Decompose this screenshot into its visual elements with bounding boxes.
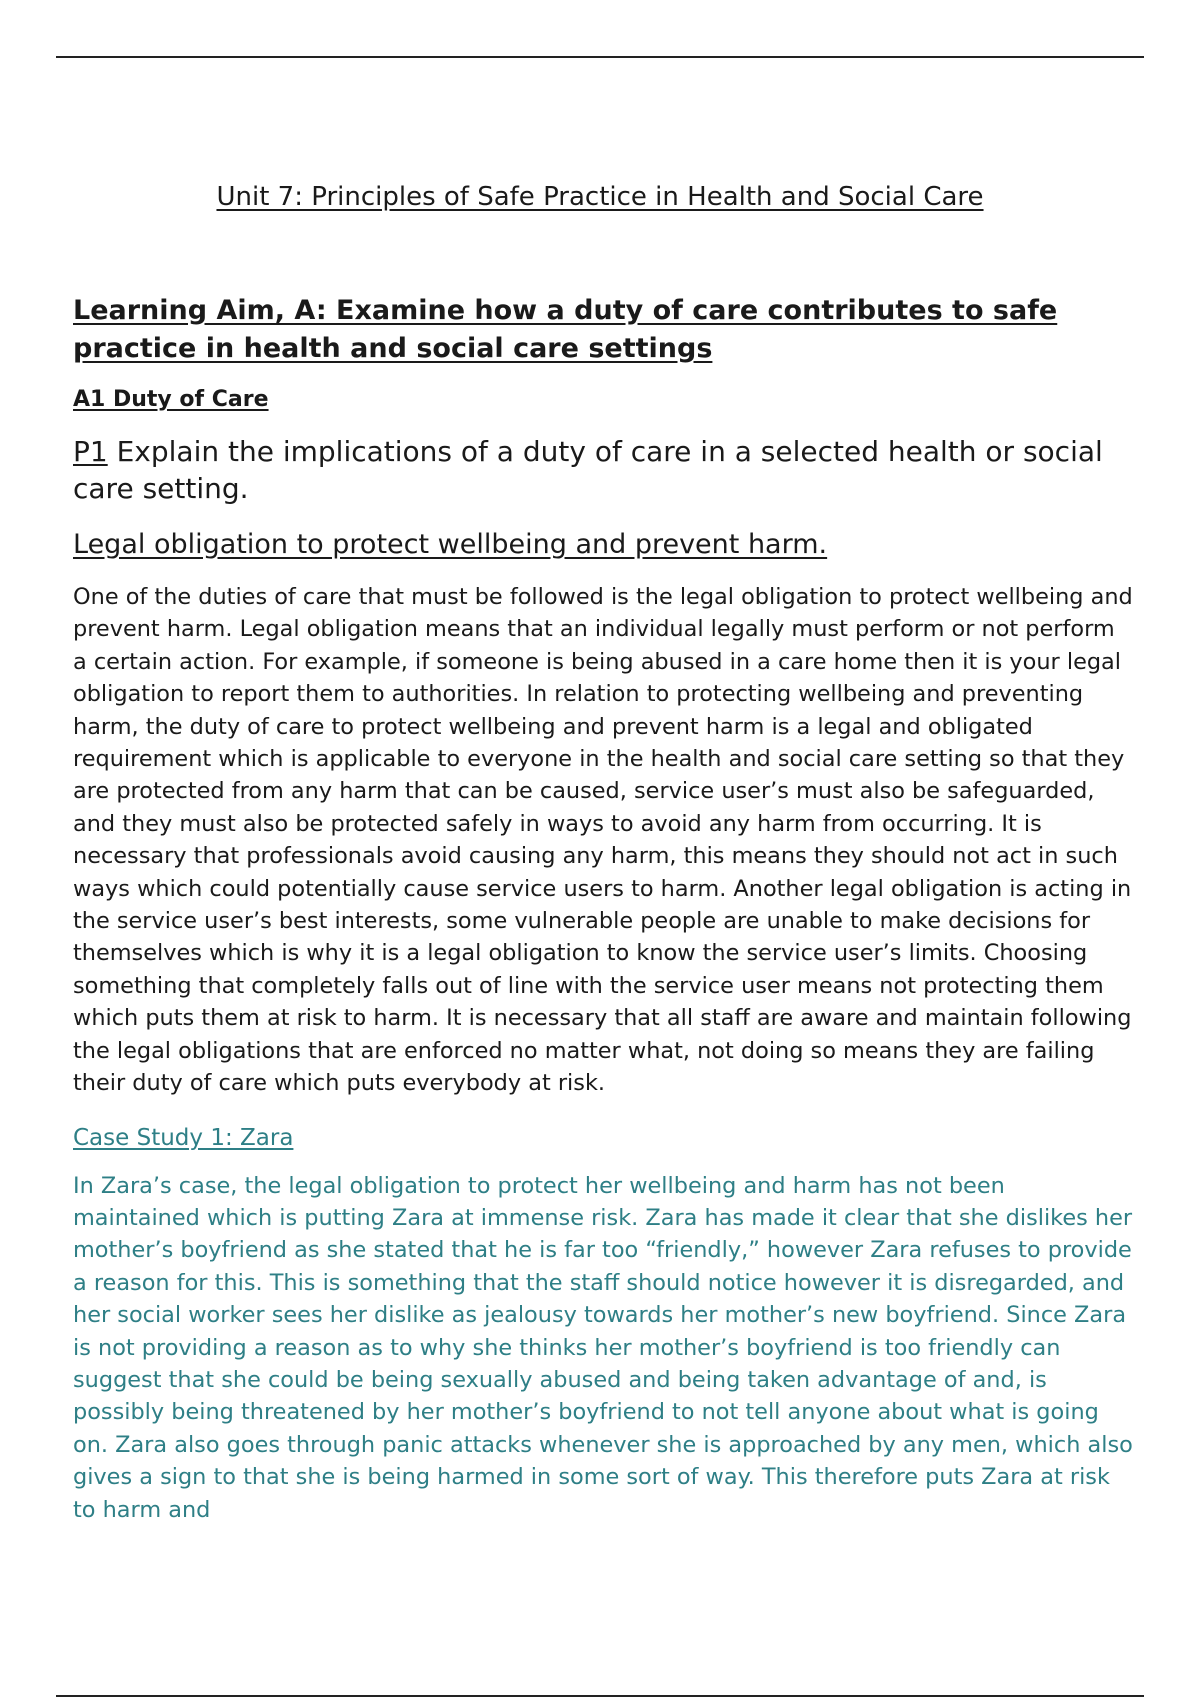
task-statement xyxy=(73,433,1123,507)
case-study-heading: Case Study 1: Zara xyxy=(73,1124,294,1151)
learning-aim-heading: Learning Aim, A: Examine how a duty of care contributes to safe practice in health and social care settings xyxy=(73,295,1058,364)
case-study-paragraph: In Zara’s case, the legal obligation to protect her wellbeing and harm has not been maintained which is putting Zara at immense risk. Zara has made it clear that she dislikes her mother’s boyfriend as she stated that he is far too “friendly,” however Zara refuses to provide a reason for this. This is something that the staff should notice however it is disregarded, and her social worker sees her dislike as jealousy towards her mother’s new boyfriend. Since Zara is not providing a reason as to why she thinks her mother’s boyfriend is too friendly can suggest that she could be being sexually abused and being taken advantage of and, is possibly being threatened by her mother’s boyfriend to not tell anyone about what is going on. Zara also goes through panic attacks whenever she is approached by any men, which also gives a sign to that she is being harmed in some sort of way. This therefore puts Zara at risk to harm and xyxy=(73,1172,1133,1523)
body-paragraph: One of the duties of care that must be followed is the legal obligation to protect wellbeing and prevent harm. Legal obligation means that an individual legally must perform or not perform a certain action. For example, if someone is being abused in a care home then it is your legal obligation to report them to authorities. In relation to protecting wellbeing and preventing harm, the duty of care to protect wellbeing and prevent harm is a legal and obligated requirement which is applicable to everyone in the health and social care setting so that they are protected from any harm that can be caused, service user’s must also be safeguarded, and they must also be protected safely in ways to avoid any harm from occurring. It is necessary that professionals avoid causing any harm, this means they should not act in such ways which could potentially cause service users to harm. Another legal obligation is acting in the service user’s best interests, some vulnerable people are unable to make decisions for themselves which is why it is a legal obligation to know the service user’s limits. Choosing something that completely falls out of line with the service user means not protecting them which puts them at risk to harm. It is necessary that all staff are aware and maintain following the legal obligations that are enforced no matter what, not doing so means they are failing their duty of care which puts everybody at risk. xyxy=(73,584,1133,1097)
page-top-rule xyxy=(56,56,1144,58)
section-heading: A1 Duty of Care xyxy=(73,387,269,412)
page-bottom-rule xyxy=(56,1695,1144,1697)
task-code: P1 xyxy=(73,435,108,468)
subheading: Legal obligation to protect wellbeing and prevent harm. xyxy=(73,529,828,560)
document-title: Unit 7: Principles of Safe Practice in Health and Social Care xyxy=(216,182,984,212)
task-text: Explain the implications of a duty of care in a selected health or social care setting. xyxy=(73,435,1103,505)
document-body xyxy=(73,292,1141,1526)
